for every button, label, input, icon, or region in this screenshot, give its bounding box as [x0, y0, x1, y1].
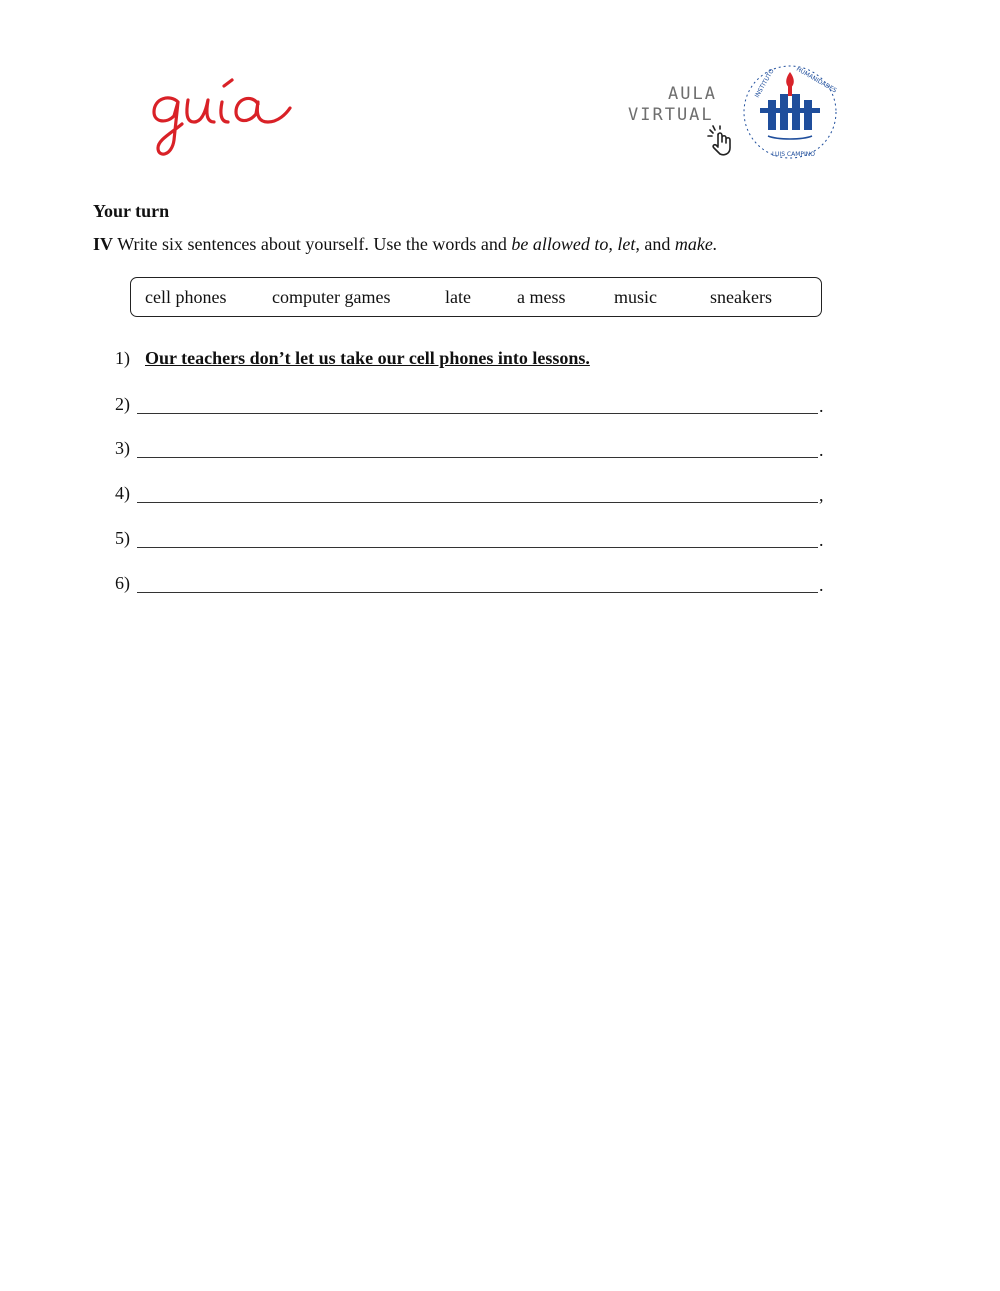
item-number: 4) [115, 483, 130, 503]
sentence-item-3 [115, 438, 145, 459]
instruction-and: and [644, 234, 671, 254]
svg-text:INSTITUTO: INSTITUTO [753, 67, 776, 99]
answer-end-3: . [819, 440, 824, 460]
sentence-item-1 [115, 348, 590, 369]
aula-virtual-line1: AULA [668, 84, 717, 104]
answer-end-5: . [819, 530, 824, 550]
instruction-keyword-1: be allowed to, let, [511, 234, 640, 254]
word-bank [130, 277, 822, 317]
item-number: 3) [115, 438, 130, 458]
aula-virtual-line2: VIRTUAL [628, 105, 714, 125]
institute-seal [738, 58, 842, 162]
exercise-number: IV [93, 234, 114, 254]
sentence-item-5 [115, 528, 145, 549]
word-sneakers: sneakers [710, 287, 772, 307]
guia-logo [148, 78, 308, 164]
answer-end-4: , [819, 485, 824, 505]
item-number: 5) [115, 528, 130, 548]
sentence-item-4 [115, 483, 145, 504]
item-number: 1) [115, 348, 130, 368]
word-late: late [445, 287, 471, 307]
answer-line-5[interactable] [137, 547, 818, 548]
word-computer-games: computer games [272, 287, 391, 307]
sentence-item-6 [115, 573, 145, 594]
answer-end-2: . [819, 396, 824, 416]
example-sentence: Our teachers don’t let us take our cell phones into lessons. [145, 348, 590, 368]
exercise-instruction [93, 234, 717, 255]
answer-line-3[interactable] [137, 457, 818, 458]
answer-line-6[interactable] [137, 592, 818, 593]
guia-script-icon [148, 78, 308, 164]
pointing-hand-icon [704, 124, 740, 158]
svg-text:LUIS CAMPINO: LUIS CAMPINO [772, 151, 815, 158]
institute-seal-icon [738, 58, 842, 162]
word-a-mess: a mess [517, 287, 566, 307]
item-number: 6) [115, 573, 130, 593]
svg-text:HUMANIDADES: HUMANIDADES [795, 65, 838, 95]
sentence-item-2 [115, 394, 145, 415]
answer-line-2[interactable] [137, 413, 818, 414]
answer-line-4[interactable] [137, 502, 818, 503]
instruction-text: Write six sentences about yourself. Use the words and [117, 234, 507, 254]
word-music: music [614, 287, 657, 307]
answer-end-6: . [819, 575, 824, 595]
instruction-keyword-2: make. [674, 234, 718, 254]
section-heading: Your turn [93, 201, 170, 221]
item-number: 2) [115, 394, 130, 414]
aula-virtual-logo [628, 84, 717, 126]
word-cell-phones: cell phones [145, 287, 227, 307]
